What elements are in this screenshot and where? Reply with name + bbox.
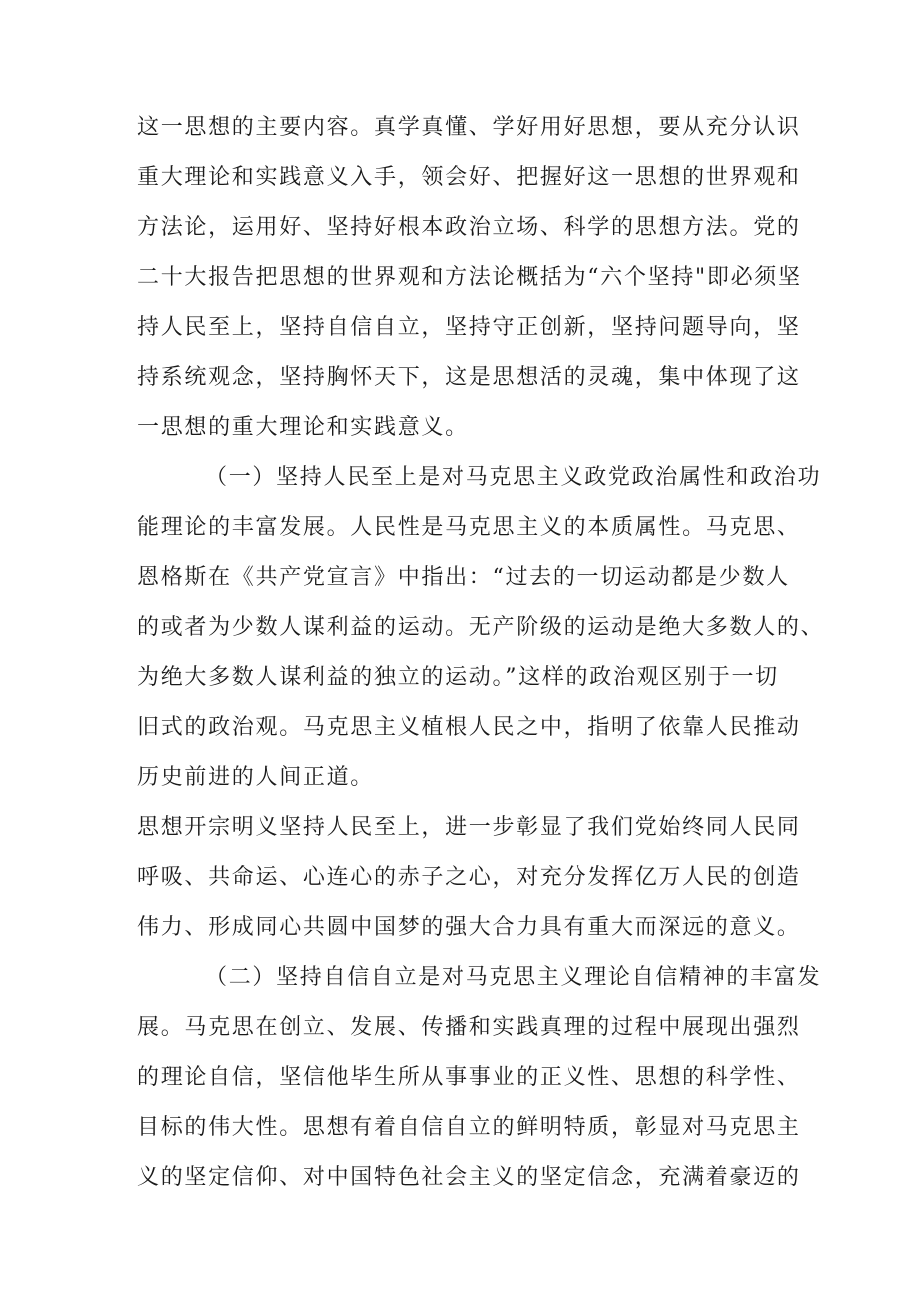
text-line: 持人民至上，坚持自信自立，坚持守正创新，坚持问题导向，坚 bbox=[137, 315, 801, 340]
text-line: 旧式的政治观。马克思主义植根人民之中，指明了依靠人民推动 bbox=[137, 715, 801, 740]
text-line: 方法论，运用好、坚持好根本政治立场、科学的思想方法。党的 bbox=[137, 215, 801, 240]
text-line: 历史前进的人间正道。 bbox=[137, 765, 375, 790]
text-line: 的理论自信，坚信他毕生所从事事业的正义性、思想的科学性、 bbox=[137, 1065, 801, 1090]
text-line: 义的坚定信仰、对中国特色社会主义的坚定信念，充满着豪迈的 bbox=[137, 1165, 801, 1190]
text-line: 这一思想的主要内容。真学真懂、学好用好思想，要从充分认识 bbox=[137, 115, 801, 140]
text-line: 呼吸、共命运、心连心的赤子之心，对充分发挥亿万人民的创造 bbox=[137, 865, 801, 890]
text-line: 伟力、形成同心共圆中国梦的强大合力具有重大而深远的意义。 bbox=[137, 915, 801, 940]
text-line: 的或者为少数人谋利益的运动。无产阶级的运动是绝大多数人的、 bbox=[137, 615, 825, 640]
text-line: 持系统观念，坚持胸怀天下，这是思想活的灵魂，集中体现了这 bbox=[137, 365, 801, 390]
text-line: 能理论的丰富发展。人民性是马克思主义的本质属性。马克思、 bbox=[137, 515, 801, 540]
text-line: 为绝大多数人谋利益的独立的运动。”这样的政治观区别于一切 bbox=[137, 665, 779, 690]
text-line: 展。马克思在创立、发展、传播和实践真理的过程中展现出强烈 bbox=[137, 1015, 801, 1040]
text-line: 二十大报告把思想的世界观和方法论概括为“六个坚持"即必须坚 bbox=[137, 265, 802, 290]
text-line: 思想开宗明义坚持人民至上，进一步彰显了我们党始终同人民同 bbox=[137, 815, 801, 840]
paragraph-heading-1: （一）坚持人民至上是对马克思主义政党政治属性和政治功 bbox=[205, 465, 822, 490]
text-line: 一思想的重大理论和实践意义。 bbox=[137, 415, 469, 440]
text-line: 恩格斯在《共产党宣言》中指出：“过去的一切运动都是少数人 bbox=[137, 565, 790, 590]
paragraph-heading-2: （二）坚持自信自立是对马克思主义理论自信精神的丰富发 bbox=[205, 965, 822, 990]
text-line: 目标的伟大性。思想有着自信自立的鲜明特质，彰显对马克思主 bbox=[137, 1115, 801, 1140]
text-line: 重大理论和实践意义入手，领会好、把握好这一思想的世界观和 bbox=[137, 165, 801, 190]
